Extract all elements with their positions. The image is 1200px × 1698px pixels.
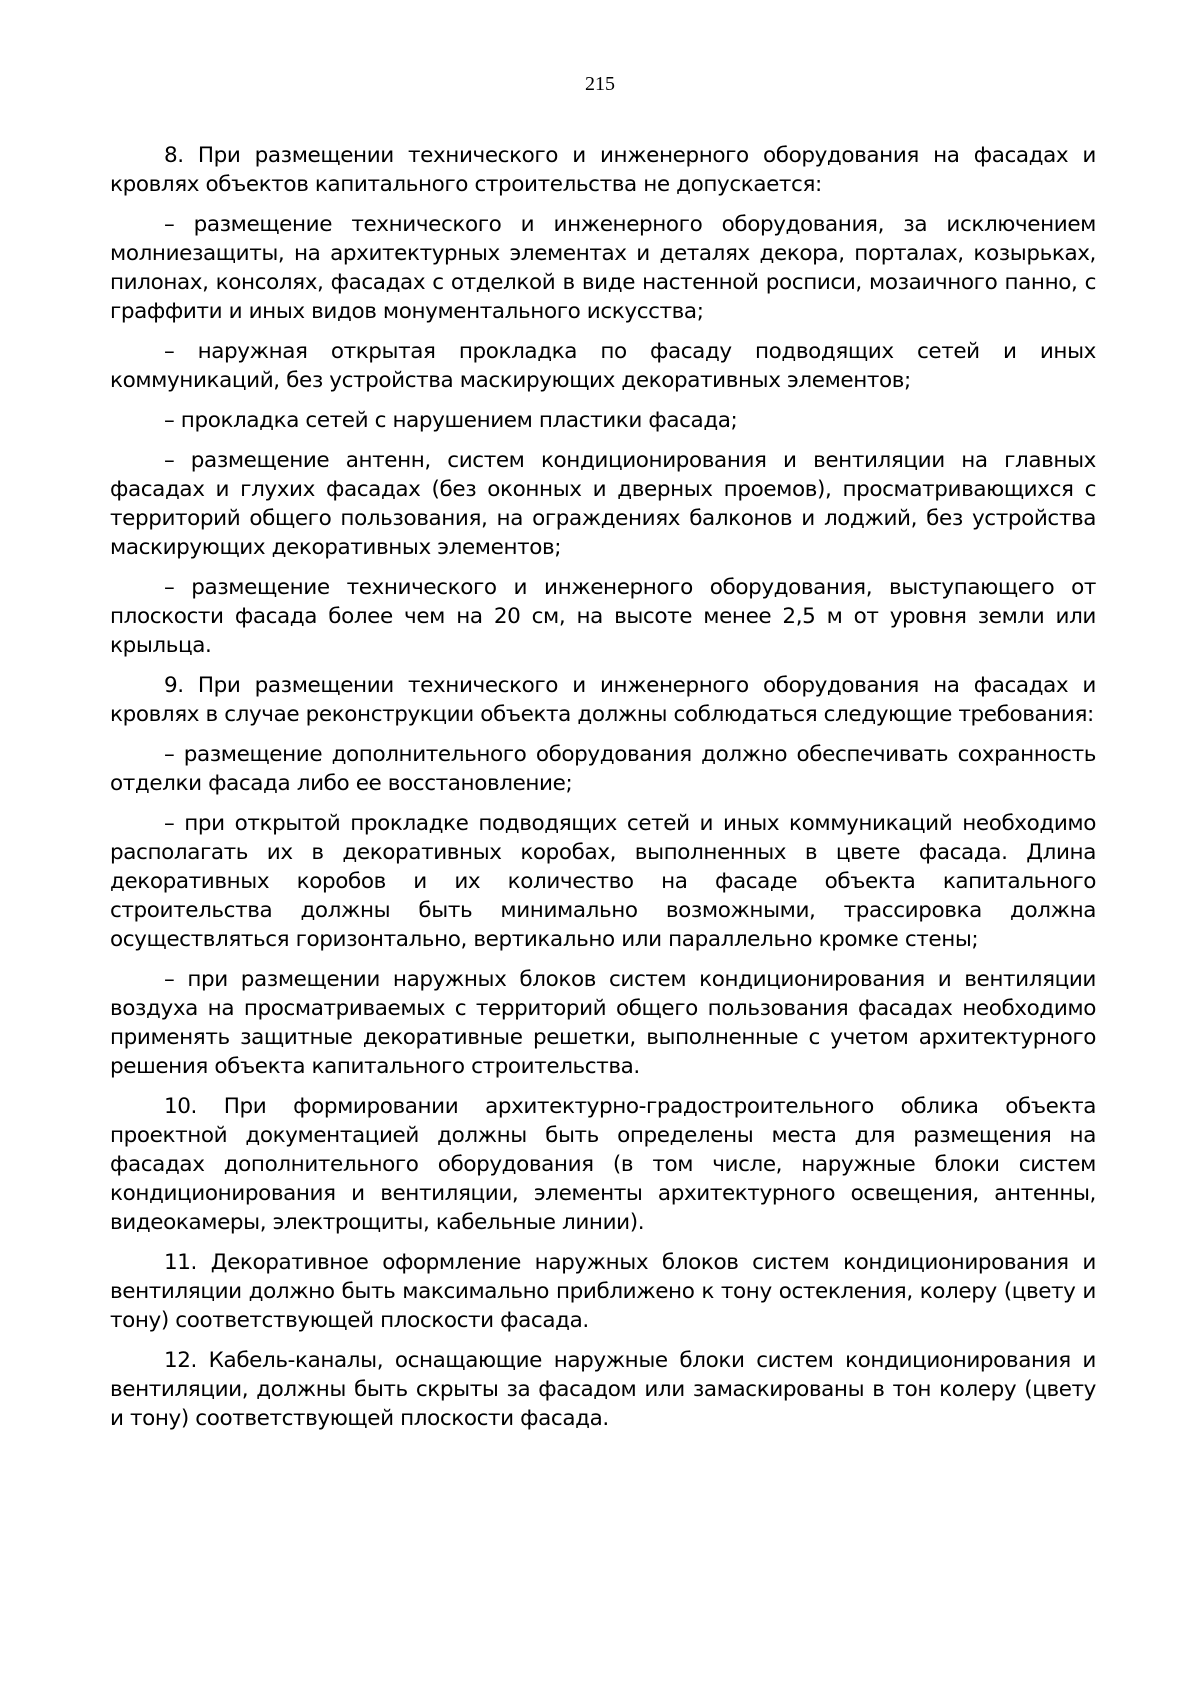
paragraph-10: 10. При формировании архитектурно-градостроительного облика объекта проектной документацией должны быть определены места для размещения на фасадах дополнительного оборудования (в том числе, наружные блоки систем кондиционирования и вентиляции, элементы архитектурного освещения, антенны, видеокамеры, электрощиты, кабельные линии). (110, 1094, 1096, 1235)
list-item-decor-placement: – размещение технического и инженерного оборудования, за исключением молниезащиты, на архитектурных элементах и деталях декора, порталах, козырьках, пилонах, консолях, фасадах с отделкой в виде настенной росписи, мозаичного панно, с граффити и иных видов монументального искусства; (110, 212, 1096, 324)
list-item-protective-grilles: – при размещении наружных блоков систем кондиционирования и вентиляции воздуха на просматриваемых с территорий общего пользования фасадах необходимо применять защитные декоративные решетки, выполненные с учетом архитектурного решения объекта капитального строительства. (110, 967, 1096, 1079)
paragraph-11: 11. Декоративное оформление наружных блоков систем кондиционирования и вентиляции должно быть максимально приближено к тону остекления, колеру (цвету и тону) соответствующей плоскости фасада. (110, 1250, 1096, 1333)
list-item-decorative-boxes: – при открытой прокладке подводящих сетей и иных коммуникаций необходимо располагать их в декоративных коробах, выполненных в цвете фасада. Длина декоративных коробов и их количество на фасаде объекта капитального строительства должны быть минимально возможными, трассировка должна осуществляться горизонтально, вертикально или параллельно кромке стены; (110, 811, 1096, 952)
paragraph-8: 8. При размещении технического и инженерного оборудования на фасадах и кровлях объектов капитального строительства не допускается: (110, 143, 1096, 197)
list-item-open-laying: – наружная открытая прокладка по фасаду подводящих сетей и иных коммуникаций, без устройства маскирующих декоративных элементов; (110, 339, 1096, 393)
paragraph-12: 12. Кабель-каналы, оснащающие наружные блоки систем кондиционирования и вентиляции, должны быть скрыты за фасадом или замаскированы в тон колеру (цвету и тону) соответствующей плоскости фасада. (110, 1348, 1096, 1431)
document-body (110, 141, 1096, 1444)
list-item-plasticity: – прокладка сетей с нарушением пластики фасада; (164, 408, 738, 433)
list-item-antennas: – размещение антенн, систем кондиционирования и вентиляции на главных фасадах и глухих фасадах (без оконных и дверных проемов), просматривающихся с территорий общего пользования, на ограждениях балконов и лоджий, без устройства маскирующих декоративных элементов; (110, 448, 1096, 560)
list-item-preservation: – размещение дополнительного оборудования должно обеспечивать сохранность отделки фасада либо ее восстановление; (110, 742, 1096, 796)
list-item-protruding: – размещение технического и инженерного оборудования, выступающего от плоскости фасада более чем на 20 см, на высоте менее 2,5 м от уровня земли или крыльца. (110, 575, 1096, 658)
paragraph-9: 9. При размещении технического и инженерного оборудования на фасадах и кровлях в случае реконструкции объекта должны соблюдаться следующие требования: (110, 673, 1096, 727)
page-number: 215 (585, 73, 615, 95)
